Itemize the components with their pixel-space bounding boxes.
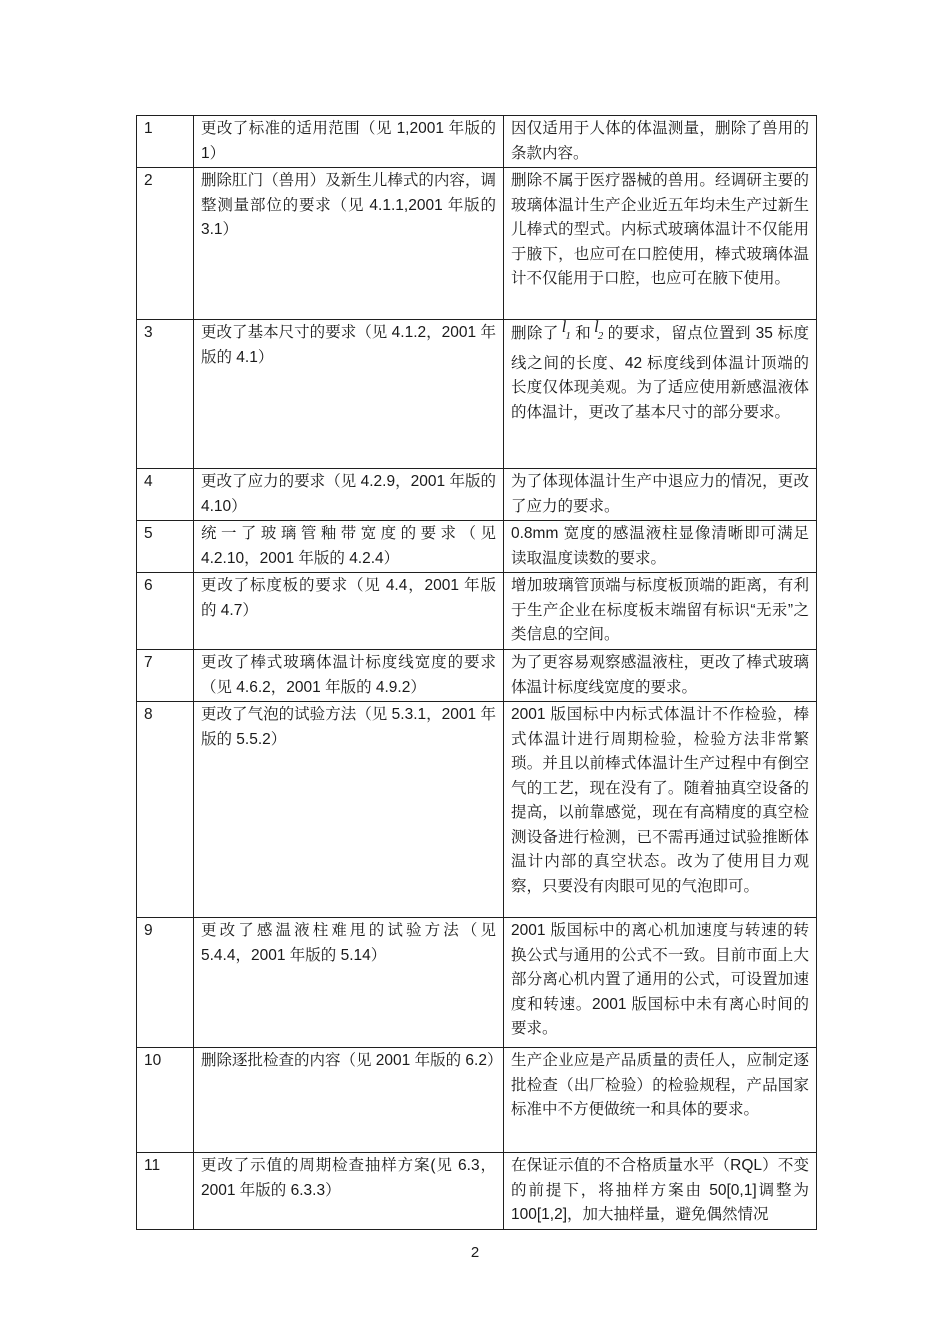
reason-text: 的要求，留点位置到 35 标度线之间的长度、42 标度线到体温计顶端的长度仅体现美观。为了适应使用新感温液体的体温计，更改了基本尺寸的部分要求。 [511, 325, 809, 421]
row-number-cell: 1 [137, 116, 194, 168]
row-number-cell: 2 [137, 168, 194, 320]
reason-cell: 2001 版国标中的离心机加速度与转速的转换公式与通用的公式不一致。目前市面上大部分离心机内置了通用的公式，可设置加速度和转速。2001 版国标中未有离心时间的要求。 [504, 918, 817, 1048]
change-description-cell: 删除肛门（兽用）及新生儿棒式的内容，调整测量部位的要求（见 4.1.1,2001 年版的 3.1） [194, 168, 504, 320]
row-number-cell: 4 [137, 469, 194, 521]
row-number-cell: 11 [137, 1153, 194, 1230]
table-row [137, 320, 817, 469]
change-description-cell: 更改了标度板的要求（见 4.4，2001 年版的 4.7） [194, 573, 504, 650]
row-number-cell: 7 [137, 650, 194, 702]
change-description-cell: 删除逐批检查的内容（见 2001 年版的 6.2） [194, 1048, 504, 1153]
change-description-cell: 统一了玻璃管釉带宽度的要求（见 4.2.10，2001 年版的 4.2.4） [194, 521, 504, 573]
table-row [137, 116, 817, 168]
row-number-cell: 5 [137, 521, 194, 573]
change-description-cell: 更改了棒式玻璃体温计标度线宽度的要求（见 4.6.2，2001 年版的 4.9.2） [194, 650, 504, 702]
reason-cell: 2001 版国标中内标式体温计不作检验，棒式体温计进行周期检验，检验方法非常繁琐。并且以前棒式体温计生产过程中有倒空气的工艺，现在没有了。随着抽真空设备的提高，以前靠感觉，现在有高精度的真空检测设备进行检测，已不需再通过试验推断体温计内部的真空状态。改为了使用目力观察，只要没有肉眼可见的气泡即可。 [504, 702, 817, 918]
reason-cell: 生产企业应是产品质量的责任人，应制定逐批检查（出厂检验）的检验规程，产品国家标准中不方便做统一和具体的要求。 [504, 1048, 817, 1153]
reason-cell: 删除不属于医疗器械的兽用。经调研主要的玻璃体温计生产企业近五年均未生产过新生儿棒式的型式。内标式玻璃体温计不仅能用于腋下，也应可在口腔使用，棒式玻璃体温计不仅能用于口腔，也应可在腋下使用。 [504, 168, 817, 320]
change-description-cell: 更改了感温液柱难甩的试验方法（见 5.4.4，2001 年版的 5.14） [194, 918, 504, 1048]
table-row [137, 918, 817, 1048]
table-row [137, 469, 817, 521]
page-number: 2 [470, 1244, 480, 1261]
table-row [137, 168, 817, 320]
row-number-cell: 9 [137, 918, 194, 1048]
reason-text: 和 [574, 325, 592, 342]
reason-cell: 为了体现体温计生产中退应力的情况，更改了应力的要求。 [504, 469, 817, 521]
reason-cell: 增加玻璃管顶端与标度板顶端的距离，有利于生产企业在标度板末端留有标识“无汞”之类信息的空间。 [504, 573, 817, 650]
reason-text: 删除了 [511, 325, 559, 342]
table-row [137, 1048, 817, 1153]
formula-l1 [561, 319, 572, 343]
formula-subscript: 1 [565, 330, 571, 343]
change-description-cell: 更改了示值的周期检查抽样方案(见 6.3，2001 年版的 6.3.3） [194, 1153, 504, 1230]
formula-variable: l [561, 319, 567, 336]
row-number-cell: 6 [137, 573, 194, 650]
table-row [137, 521, 817, 573]
formula-l2 [594, 319, 604, 343]
reason-cell: 因仅适用于人体的体温测量，删除了兽用的条款内容。 [504, 116, 817, 168]
change-description-cell: 更改了应力的要求（见 4.2.9，2001 年版的 4.10） [194, 469, 504, 521]
standards-change-table [136, 115, 817, 1230]
reason-cell: 在保证示值的不合格质量水平（RQL）不变的前提下，将抽样方案由 50[0,1]调整为 100[1,2]，加大抽样量，避免偶然情况 [504, 1153, 817, 1230]
table-row [137, 702, 817, 918]
table-row [137, 650, 817, 702]
change-description-cell: 更改了标准的适用范围（见 1,2001 年版的 1） [194, 116, 504, 168]
row-number-cell: 8 [137, 702, 194, 918]
row-number-cell: 10 [137, 1048, 194, 1153]
table-row [137, 573, 817, 650]
reason-cell: 为了更容易观察感温液柱，更改了棒式玻璃体温计标度线宽度的要求。 [504, 650, 817, 702]
change-description-cell: 更改了气泡的试验方法（见 5.3.1，2001 年版的 5.5.2） [194, 702, 504, 918]
reason-cell: 0.8mm 宽度的感温液柱显像清晰即可满足读取温度读数的要求。 [504, 521, 817, 573]
table-row [137, 1153, 817, 1230]
formula-subscript: 2 [597, 330, 604, 343]
formula-variable: l [594, 319, 599, 336]
reason-cell [504, 320, 817, 469]
change-description-cell: 更改了基本尺寸的要求（见 4.1.2，2001 年版的 4.1） [194, 320, 504, 469]
row-number-cell: 3 [137, 320, 194, 469]
